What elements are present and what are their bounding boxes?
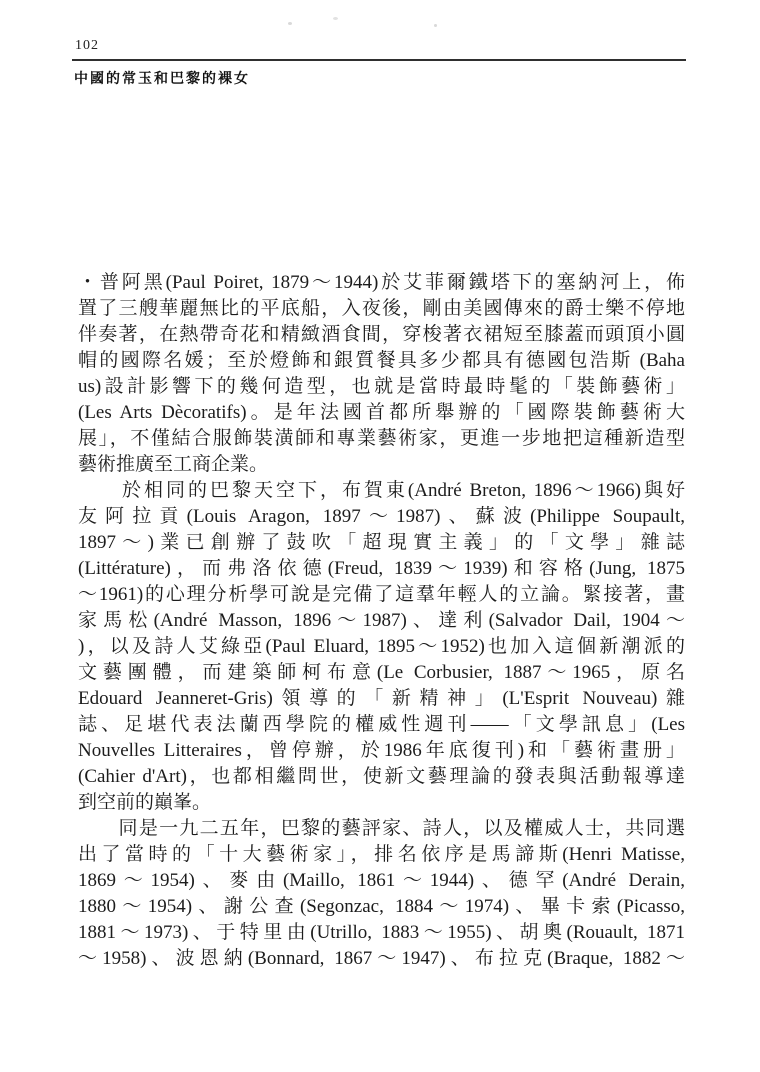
text-line: (Cahier d'Art)，也都相繼問世，使新文藝理論的發表與活動報導達 (78, 766, 685, 787)
header-rule (72, 59, 686, 61)
scan-speck (434, 24, 437, 27)
text-line: 藝術推廣至工商企業。 (78, 454, 269, 475)
scan-speck (333, 17, 338, 20)
text-line: ～1961)的心理分析學可說是完備了這羣年輕人的立論。緊接著，畫 (78, 584, 685, 605)
text-line: (Les Arts Dècoratifs)。是年法國首都所舉辦的「國際裝飾藝術大 (78, 402, 685, 423)
page-number: 102 (75, 38, 99, 53)
text-line: 友阿拉貢(Louis Aragon, 1897～1987)、蘇波(Philippe Soupault, (78, 506, 685, 527)
text-line: 誌、足堪代表法蘭西學院的權威性週刊——「文學訊息」(Les (78, 714, 685, 735)
body-text (78, 270, 685, 972)
text-line: Edouard Jeanneret-Gris)領導的「新精神」(L'Esprit Nouveau)雜 (78, 688, 685, 709)
text-line: 1897～)業已創辦了鼓吹「超現實主義」的「文學」雜誌 (78, 532, 685, 553)
text-line: 帽的國際名媛；至於燈飾和銀質餐具多少都具有德國包浩斯 (Baha (78, 350, 685, 371)
paragraph (78, 478, 685, 816)
text-line: 家馬松(André Masson, 1896～1987)、達利(Salvador Dail, 1904～ (78, 610, 685, 631)
paragraph (78, 816, 685, 972)
text-line: 1869～1954)、麥由(Maillo, 1861～1944)、德罕(André Derain, (78, 870, 685, 891)
text-line: 1880～1954)、謝公查(Segonzac, 1884～1974)、畢卡索(Picasso, (78, 896, 685, 917)
text-line: 置了三艘華麗無比的平底船，入夜後，剛由美國傳來的爵士樂不停地 (78, 298, 685, 319)
text-line: 展」，不僅結合服飾裝潢師和專業藝術家，更進一步地把這種新造型 (78, 428, 685, 449)
text-line: )，以及詩人艾綠亞(Paul Eluard, 1895～1952)也加入這個新潮派的 (78, 636, 685, 657)
text-line: 伴奏著，在熱帶奇花和精緻酒食間，穿梭著衣裙短至膝蓋而頭頂小圓 (78, 324, 685, 345)
text-line: 同是一九二五年，巴黎的藝評家、詩人，以及權威人士，共同選 (78, 818, 685, 839)
text-line: 出了當時的「十大藝術家」，排名依序是馬諦斯(Henri Matisse, (78, 844, 685, 865)
text-line: 於相同的巴黎天空下，布賀東(André Breton, 1896～1966)與好 (78, 480, 685, 501)
text-line: 到空前的巔峯。 (78, 792, 212, 813)
text-line: (Littérature)，而弗洛依德(Freud, 1839～1939)和容格(Jung, 1875 (78, 558, 685, 579)
text-line: Nouvelles Litteraires，曾停辦，於1986年底復刊)和「藝術畫册」 (78, 740, 685, 761)
paragraph (78, 270, 685, 478)
scan-speck (288, 22, 292, 25)
text-line: 文藝團體，而建築師柯布意(Le Corbusier, 1887～1965，原名 (78, 662, 685, 683)
text-line: ～1958)、波恩納(Bonnard, 1867～1947)、布拉克(Braque, 1882～ (78, 948, 685, 969)
text-line: 1881～1973)、于特里由(Utrillo, 1883～1955)、胡奧(Rouault, 1871 (78, 922, 685, 943)
text-line: us)設計影響下的幾何造型，也就是當時最時髦的「裝飾藝術」 (78, 376, 685, 397)
text-line: ・普阿黑(Paul Poiret, 1879～1944)於艾菲爾鐵塔下的塞納河上，佈 (78, 272, 685, 293)
running-title: 中國的常玉和巴黎的裸女 (74, 72, 250, 87)
